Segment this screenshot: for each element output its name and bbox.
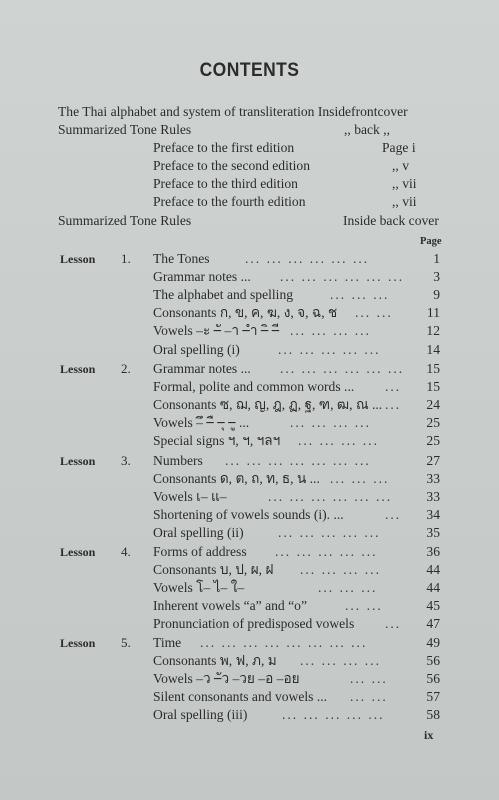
dot-leader: ... ... ... ... ... ... <box>280 269 405 284</box>
dot-leader: ... ... ... ... ... ... <box>245 251 370 266</box>
toc-page-number: 57 <box>426 689 440 704</box>
toc-page-number: 12 <box>426 323 440 338</box>
toc-page-number: 33 <box>426 489 440 504</box>
toc-page-number: 14 <box>426 342 440 357</box>
toc-page-number: 3 <box>433 269 440 284</box>
dot-leader: ... ... ... ... ... ... ... <box>225 453 371 468</box>
toc-front-page: Page i <box>382 140 416 155</box>
dot-leader: ... ... ... <box>330 287 390 302</box>
lesson-label: Lesson <box>60 545 96 559</box>
dot-leader: ... ... ... ... ... ... <box>268 489 393 504</box>
toc-page-number: 58 <box>426 707 440 722</box>
toc-entry: Vowels –ว –ัว –วย –อ –อย <box>153 671 300 686</box>
dot-leader: ... ... ... ... ... ... <box>280 361 405 376</box>
lesson-number: 3. <box>121 453 131 468</box>
toc-entry: Vowels –ะ –ั –า –ำ –ิ –ี <box>153 323 280 338</box>
toc-entry: Consonants พ, ฟ, ภ, ม <box>153 653 277 668</box>
toc-entry: Consonants ด, ต, ถ, ท, ธ, น ... <box>153 471 320 486</box>
toc-entry: Vowels –ึ –ื –ุ –ู ... <box>153 415 250 430</box>
dot-leader: ... ... ... <box>330 471 390 486</box>
toc-page-number: 36 <box>426 544 440 559</box>
dot-leader: ... ... ... ... <box>300 562 381 577</box>
toc-entry: Formal, polite and common words ... <box>153 379 355 394</box>
dot-leader: ... ... ... ... <box>298 433 379 448</box>
toc-page-number: 27 <box>426 453 440 468</box>
toc-front-entry: Summarized Tone Rules <box>58 213 192 228</box>
lesson-label: Lesson <box>60 252 96 266</box>
page-title: CONTENTS <box>199 60 300 81</box>
toc-entry: Inherent vowels “a” and “o” <box>153 598 307 613</box>
page-column-header: Page <box>420 236 442 247</box>
toc-front-entry: Preface to the fourth edition <box>153 194 306 209</box>
toc-page-number: 25 <box>426 433 440 448</box>
toc-page-number: 15 <box>426 361 440 376</box>
dot-leader: ... ... ... ... ... <box>282 707 385 722</box>
dot-leader: ... ... ... ... <box>300 653 381 668</box>
toc-front-entry: Summarized Tone Rules <box>58 122 192 137</box>
dot-leader: ... ... ... ... ... <box>275 544 378 559</box>
page-folio: ix <box>424 728 434 742</box>
toc-page-number: 49 <box>426 635 440 650</box>
toc-front-page: ,, back ,, <box>344 122 391 137</box>
dot-leader: ... ... <box>345 598 383 613</box>
toc-entry: Vowels โ– ไ– ใ– <box>153 580 245 595</box>
toc-page-number: 24 <box>426 397 440 412</box>
dot-leader: ... <box>385 379 402 394</box>
dot-leader: ... ... ... ... ... <box>278 342 381 357</box>
toc-page-number: 11 <box>426 305 440 320</box>
toc-page-number: 44 <box>426 562 440 577</box>
dot-leader: ... ... ... ... <box>290 415 371 430</box>
dot-leader: ... ... ... ... ... ... ... ... <box>200 635 368 650</box>
toc-entry: Time <box>153 635 182 650</box>
toc-page-number: 15 <box>426 379 440 394</box>
toc-page-number: 1 <box>433 251 440 266</box>
toc-front-page: Inside back cover <box>343 213 439 228</box>
lesson-number: 2. <box>121 361 131 376</box>
toc-page-number: 56 <box>426 671 440 686</box>
toc-front-entry: Preface to the second edition <box>153 158 311 173</box>
lesson-number: 5. <box>121 635 131 650</box>
toc-front-page: ,, vii <box>392 176 417 191</box>
toc-page-number: 47 <box>426 616 440 631</box>
toc-entry: Consonants บ, ป, ผ, ฝ <box>153 562 274 577</box>
toc-page-number: 44 <box>426 580 440 595</box>
lesson-number: 1. <box>121 251 131 266</box>
toc-entry: Special signs ฯ, ฯ, ฯลฯ <box>153 433 281 448</box>
toc-entry: Forms of address <box>153 544 247 559</box>
toc-front-entry: Preface to the first edition <box>153 140 295 155</box>
toc-entry: Pronunciation of predisposed vowels <box>153 616 355 631</box>
toc-entry: Shortening of vowels sounds (i). ... <box>153 507 344 522</box>
lesson-number: 4. <box>121 544 131 559</box>
toc-front-page: ,, vii <box>392 194 417 209</box>
toc-entry: The alphabet and spelling <box>153 287 294 302</box>
toc-entry: Consonants ก, ข, ค, ฆ, ง, จ, ฉ, ช <box>153 305 338 320</box>
dot-leader: ... ... <box>350 689 388 704</box>
dot-leader: ... ... ... <box>318 580 378 595</box>
toc-page-number: 9 <box>433 287 440 302</box>
lesson-label: Lesson <box>60 636 96 650</box>
dot-leader: ... <box>385 507 402 522</box>
toc-front-entry: The Thai alphabet and system of transliteration Insidefrontcover <box>58 104 408 119</box>
toc-entry: Oral spelling (ii) <box>153 525 244 540</box>
lesson-label: Lesson <box>60 362 96 376</box>
toc-entry: Numbers <box>153 453 203 468</box>
toc-entry: The Tones <box>153 251 210 266</box>
dot-leader: ... ... <box>350 671 388 686</box>
toc-entry: Oral spelling (iii) <box>153 707 248 722</box>
lesson-label: Lesson <box>60 454 96 468</box>
toc-entry: Consonants ซ, ฌ, ญ, ฎ, ฏ, ฐ, ฑ, ฒ, ณ ... <box>153 397 383 412</box>
dot-leader: ... <box>385 397 402 412</box>
toc-entry: Silent consonants and vowels ... <box>153 689 328 704</box>
toc-entry: Grammar notes ... <box>153 269 251 284</box>
dot-leader: ... ... ... ... ... <box>278 525 381 540</box>
toc-front-entry: Preface to the third edition <box>153 176 298 191</box>
toc-entry: Oral spelling (i) <box>153 342 240 357</box>
toc-page-number: 33 <box>426 471 440 486</box>
toc-entry: Grammar notes ... <box>153 361 251 376</box>
toc-page-number: 34 <box>426 507 440 522</box>
toc-page-number: 25 <box>426 415 440 430</box>
toc-page-number: 35 <box>426 525 440 540</box>
dot-leader: ... <box>385 616 402 631</box>
toc-page-number: 45 <box>426 598 440 613</box>
toc-entry: Vowels เ– แ– <box>153 489 227 504</box>
toc-front-page: ,, v <box>392 158 409 173</box>
toc-page-number: 56 <box>426 653 440 668</box>
dot-leader: ... ... <box>355 305 393 320</box>
dot-leader: ... ... ... ... <box>290 323 371 338</box>
